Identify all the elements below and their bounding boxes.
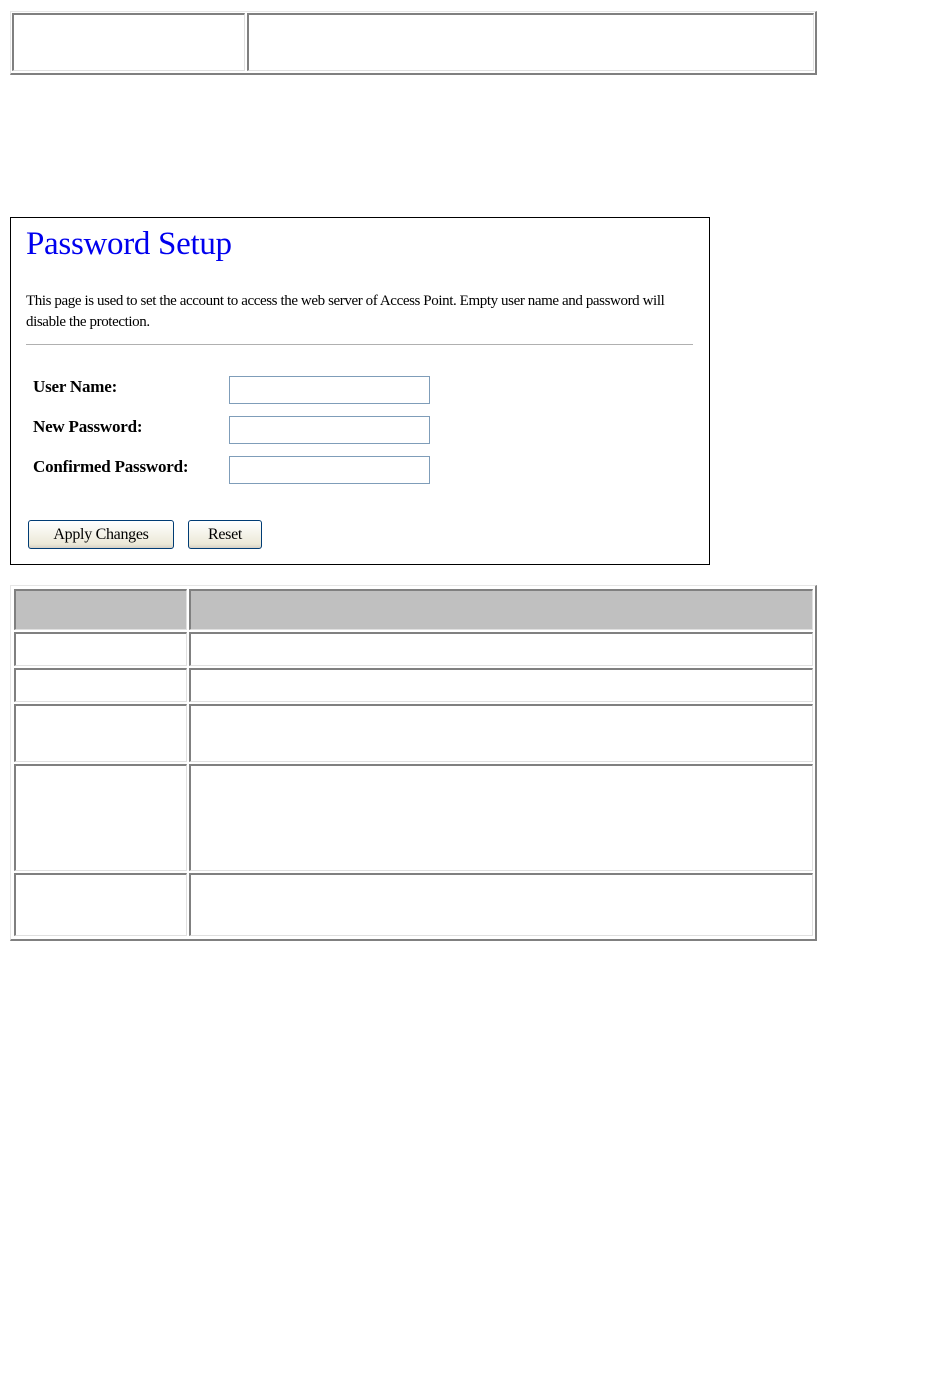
bottom-table-header-col1: [14, 589, 187, 630]
user-name-label: User Name:: [33, 377, 118, 396]
page-description: This page is used to set the account to access the web server of Access Point. Empty user name and password will disable the protection.: [26, 293, 665, 330]
bottom-table: [10, 585, 817, 941]
top-table: [10, 11, 817, 75]
table-row-label: [14, 764, 187, 871]
page-title: Password Setup: [26, 226, 232, 262]
divider: [26, 344, 693, 345]
table-row-description: [189, 873, 813, 936]
password-setup-panel: [10, 217, 710, 565]
confirmed-password-label: Confirmed Password:: [33, 457, 189, 476]
confirmed-password-input[interactable]: [229, 456, 430, 484]
bottom-table-header-col2: [189, 589, 813, 630]
apply-changes-button[interactable]: Apply Changes: [28, 520, 174, 549]
table-row-label: [14, 704, 187, 762]
top-table-cell-description: [247, 13, 814, 71]
new-password-input[interactable]: [229, 416, 430, 444]
table-row-description: [189, 764, 813, 871]
new-password-label: New Password:: [33, 417, 143, 436]
table-row-description: [189, 704, 813, 762]
table-row-description: [189, 668, 813, 702]
table-row-label: [14, 668, 187, 702]
table-row-description: [189, 632, 813, 666]
user-name-input[interactable]: [229, 376, 430, 404]
reset-button[interactable]: Reset: [188, 520, 262, 549]
table-row-label: [14, 632, 187, 666]
table-row-label: [14, 873, 187, 936]
top-table-cell-label: [12, 13, 245, 71]
